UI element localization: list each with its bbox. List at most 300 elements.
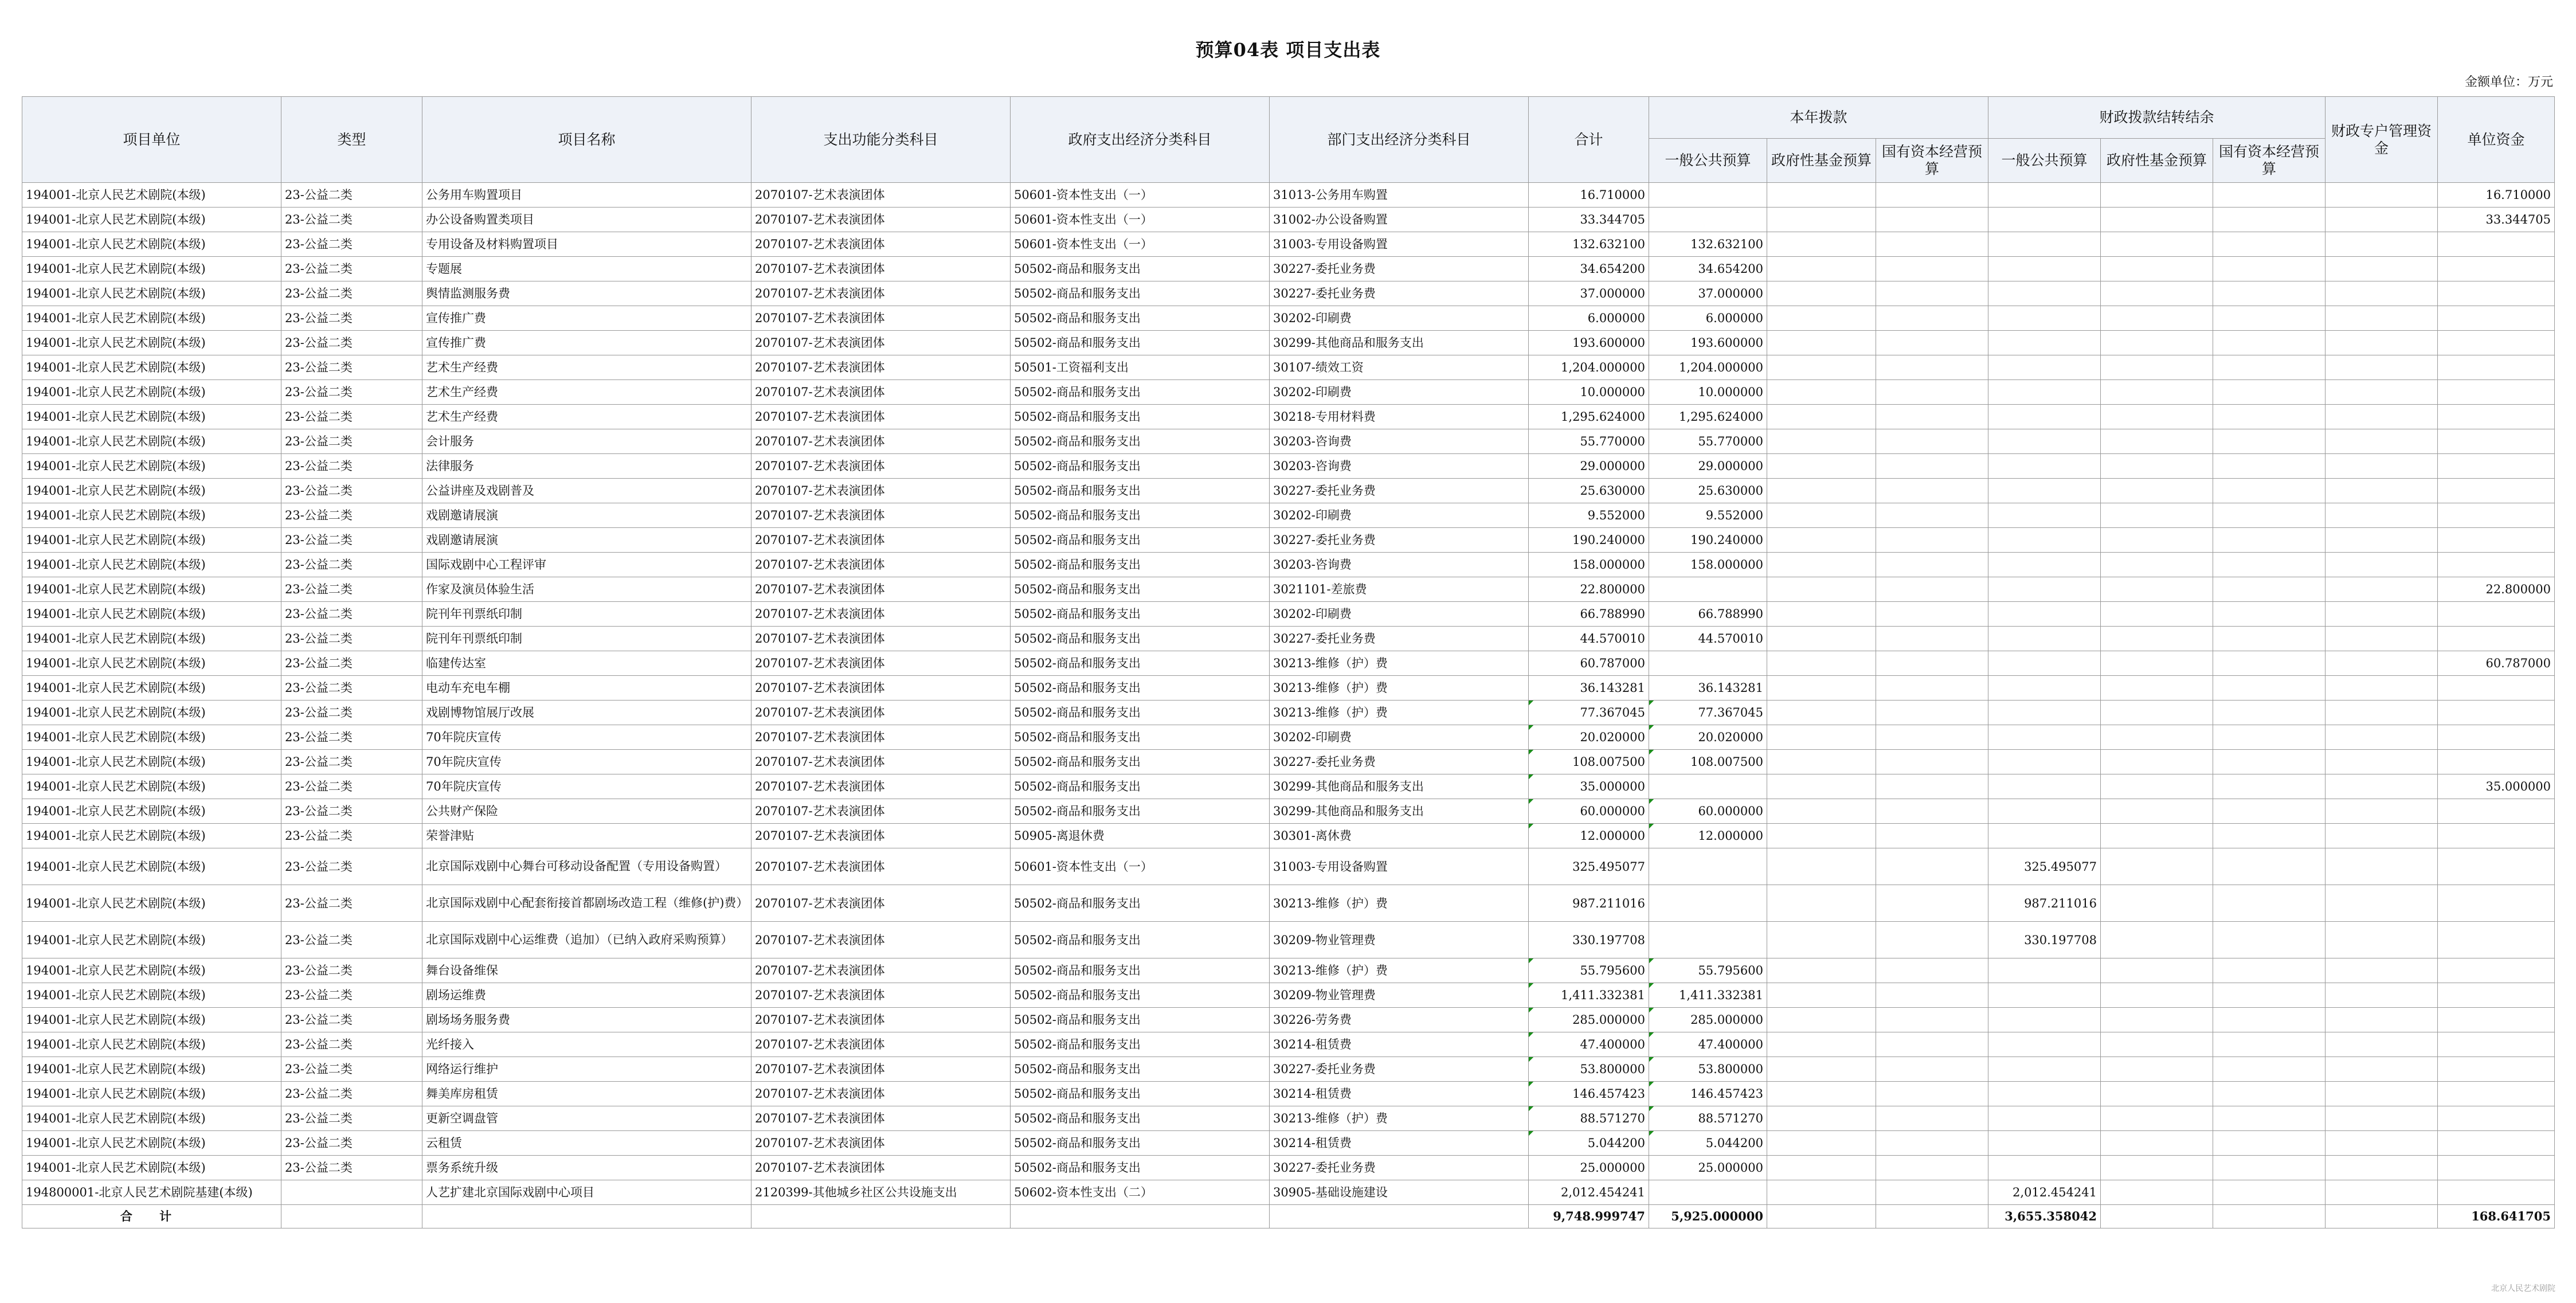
- cell-carry-general-budget: [1988, 1106, 2101, 1131]
- cell-special-account: [2326, 848, 2438, 885]
- cell-carry-general-budget: [1988, 1032, 2101, 1057]
- cell-special-account: [2326, 774, 2438, 799]
- header-state-capital-budget: 国有资本经营预算: [1876, 139, 1988, 183]
- cell-unit-funds: [2438, 676, 2555, 701]
- total-general-budget: 5,925.000000: [1649, 1205, 1767, 1228]
- cell-project-name: 宣传推广费: [422, 331, 751, 355]
- cell-type: 23-公益二类: [281, 885, 422, 922]
- cell-dept-econ-category: 30227-委托业务费: [1270, 281, 1529, 306]
- cell-carry-state-capital-budget: [2213, 750, 2326, 774]
- cell-project-name: 舞台设备维保: [422, 958, 751, 983]
- cell-carry-general-budget: [1988, 1131, 2101, 1156]
- cell-carry-gov-fund-budget: [2101, 1131, 2213, 1156]
- table-row: [22, 824, 2555, 848]
- table-row: [22, 602, 2555, 627]
- cell-unit-funds: [2438, 824, 2555, 848]
- cell-dept-econ-category: 30202-印刷费: [1270, 602, 1529, 627]
- cell-carry-state-capital-budget: [2213, 1180, 2326, 1205]
- cell-unit-funds: [2438, 627, 2555, 651]
- cell-project-unit: 194800001-北京人民艺术剧院基建(本级): [22, 1180, 281, 1205]
- cell-general-budget: 66.788990: [1649, 602, 1767, 627]
- cell-general-budget: [1649, 183, 1767, 208]
- cell-gov-fund-budget: [1767, 208, 1876, 232]
- header-unit-funds: 单位资金: [2438, 97, 2555, 183]
- cell-gov-econ-category: 50502-商品和服务支出: [1011, 1032, 1270, 1057]
- total-empty-cell: [1270, 1205, 1529, 1228]
- cell-state-capital-budget: [1876, 1057, 1988, 1082]
- cell-carry-gov-fund-budget: [2101, 503, 2213, 528]
- cell-carry-general-budget: [1988, 1057, 2101, 1082]
- cell-general-budget: [1649, 651, 1767, 676]
- cell-project-name: 北京国际戏剧中心舞台可移动设备配置（专用设备购置）: [422, 848, 751, 885]
- cell-carry-gov-fund-budget: [2101, 824, 2213, 848]
- cell-unit-funds: [2438, 306, 2555, 331]
- cell-project-name: 戏剧博物馆展厅改展: [422, 701, 751, 725]
- cell-total: 987.211016: [1529, 885, 1649, 922]
- cell-gov-fund-budget: [1767, 958, 1876, 983]
- cell-carry-gov-fund-budget: [2101, 380, 2213, 405]
- cell-project-unit: 194001-北京人民艺术剧院(本级): [22, 1057, 281, 1082]
- cell-gov-econ-category: 50502-商品和服务支出: [1011, 577, 1270, 602]
- cell-general-budget: 77.367045: [1649, 701, 1767, 725]
- cell-carry-state-capital-budget: [2213, 1057, 2326, 1082]
- cell-general-budget: 34.654200: [1649, 257, 1767, 281]
- cell-carry-gov-fund-budget: [2101, 750, 2213, 774]
- cell-general-budget: 285.000000: [1649, 1008, 1767, 1032]
- cell-project-name: 剧场场务服务费: [422, 1008, 751, 1032]
- cell-carry-gov-fund-budget: [2101, 553, 2213, 577]
- cell-dept-econ-category: 30202-印刷费: [1270, 725, 1529, 750]
- cell-project-unit: 194001-北京人民艺术剧院(本级): [22, 885, 281, 922]
- cell-project-name: 专题展: [422, 257, 751, 281]
- cell-project-name: 更新空调盘管: [422, 1106, 751, 1131]
- table-row: [22, 1131, 2555, 1156]
- cell-special-account: [2326, 232, 2438, 257]
- table-row: [22, 885, 2555, 922]
- cell-total: 47.400000: [1529, 1032, 1649, 1057]
- cell-dept-econ-category: 30203-咨询费: [1270, 429, 1529, 454]
- cell-special-account: [2326, 602, 2438, 627]
- cell-carry-general-budget: [1988, 958, 2101, 983]
- cell-unit-funds: [2438, 405, 2555, 429]
- cell-gov-econ-category: 50602-资本性支出（二）: [1011, 1180, 1270, 1205]
- cell-carry-gov-fund-budget: [2101, 1180, 2213, 1205]
- cell-project-unit: 194001-北京人民艺术剧院(本级): [22, 602, 281, 627]
- cell-state-capital-budget: [1876, 958, 1988, 983]
- cell-gov-fund-budget: [1767, 1156, 1876, 1180]
- cell-carry-general-budget: [1988, 281, 2101, 306]
- cell-state-capital-budget: [1876, 774, 1988, 799]
- cell-type: 23-公益二类: [281, 355, 422, 380]
- cell-carry-gov-fund-budget: [2101, 602, 2213, 627]
- cell-general-budget: 55.770000: [1649, 429, 1767, 454]
- cell-carry-general-budget: [1988, 429, 2101, 454]
- cell-state-capital-budget: [1876, 479, 1988, 503]
- cell-project-name: 舆情监测服务费: [422, 281, 751, 306]
- cell-project-name: 专用设备及材料购置项目: [422, 232, 751, 257]
- header-carry-gov-fund-budget: 政府性基金预算: [2101, 139, 2213, 183]
- cell-carry-general-budget: [1988, 405, 2101, 429]
- cell-total: 16.710000: [1529, 183, 1649, 208]
- cell-project-unit: 194001-北京人民艺术剧院(本级): [22, 958, 281, 983]
- cell-total: 60.787000: [1529, 651, 1649, 676]
- cell-state-capital-budget: [1876, 183, 1988, 208]
- cell-state-capital-budget: [1876, 454, 1988, 479]
- header-special-account: 财政专户管理资金: [2326, 97, 2438, 183]
- cell-carry-state-capital-budget: [2213, 627, 2326, 651]
- cell-type: 23-公益二类: [281, 750, 422, 774]
- cell-state-capital-budget: [1876, 232, 1988, 257]
- cell-project-unit: 194001-北京人民艺术剧院(本级): [22, 1106, 281, 1131]
- cell-carry-gov-fund-budget: [2101, 183, 2213, 208]
- cell-state-capital-budget: [1876, 1156, 1988, 1180]
- cell-type: 23-公益二类: [281, 208, 422, 232]
- cell-carry-general-budget: [1988, 983, 2101, 1008]
- cell-dept-econ-category: 30214-租赁费: [1270, 1131, 1529, 1156]
- cell-state-capital-budget: [1876, 1082, 1988, 1106]
- cell-total: 33.344705: [1529, 208, 1649, 232]
- cell-general-budget: 20.020000: [1649, 725, 1767, 750]
- cell-dept-econ-category: 30227-委托业务费: [1270, 479, 1529, 503]
- cell-dept-econ-category: 30227-委托业务费: [1270, 627, 1529, 651]
- cell-state-capital-budget: [1876, 701, 1988, 725]
- cell-func-category: 2070107-艺术表演团体: [751, 355, 1011, 380]
- cell-general-budget: 44.570010: [1649, 627, 1767, 651]
- cell-func-category: 2070107-艺术表演团体: [751, 454, 1011, 479]
- table-row: [22, 208, 2555, 232]
- cell-total: 158.000000: [1529, 553, 1649, 577]
- cell-carry-gov-fund-budget: [2101, 355, 2213, 380]
- cell-gov-econ-category: 50502-商品和服务支出: [1011, 750, 1270, 774]
- cell-carry-state-capital-budget: [2213, 528, 2326, 553]
- cell-gov-econ-category: 50502-商品和服务支出: [1011, 958, 1270, 983]
- cell-project-name: 人艺扩建北京国际戏剧中心项目: [422, 1180, 751, 1205]
- cell-special-account: [2326, 1106, 2438, 1131]
- cell-project-name: 艺术生产经费: [422, 355, 751, 380]
- cell-func-category: 2070107-艺术表演团体: [751, 750, 1011, 774]
- table-row: [22, 1082, 2555, 1106]
- cell-general-budget: 193.600000: [1649, 331, 1767, 355]
- cell-general-budget: 1,204.000000: [1649, 355, 1767, 380]
- cell-unit-funds: [2438, 429, 2555, 454]
- cell-type: 23-公益二类: [281, 1032, 422, 1057]
- cell-gov-econ-category: 50502-商品和服务支出: [1011, 454, 1270, 479]
- cell-carry-state-capital-budget: [2213, 651, 2326, 676]
- cell-state-capital-budget: [1876, 824, 1988, 848]
- total-empty-cell: [751, 1205, 1011, 1228]
- cell-gov-fund-budget: [1767, 651, 1876, 676]
- cell-special-account: [2326, 528, 2438, 553]
- cell-func-category: 2070107-艺术表演团体: [751, 331, 1011, 355]
- cell-gov-econ-category: 50502-商品和服务支出: [1011, 503, 1270, 528]
- cell-carry-general-budget: 325.495077: [1988, 848, 2101, 885]
- cell-project-name: 电动车充电车棚: [422, 676, 751, 701]
- cell-total: 146.457423: [1529, 1082, 1649, 1106]
- cell-special-account: [2326, 1131, 2438, 1156]
- cell-type: 23-公益二类: [281, 848, 422, 885]
- cell-special-account: [2326, 208, 2438, 232]
- cell-carry-state-capital-budget: [2213, 306, 2326, 331]
- cell-gov-fund-budget: [1767, 257, 1876, 281]
- table-row: [22, 627, 2555, 651]
- header-carry-general-budget: 一般公共预算: [1988, 139, 2101, 183]
- cell-unit-funds: [2438, 848, 2555, 885]
- cell-carry-state-capital-budget: [2213, 602, 2326, 627]
- cell-gov-econ-category: 50502-商品和服务支出: [1011, 983, 1270, 1008]
- cell-unit-funds: [2438, 983, 2555, 1008]
- cell-dept-econ-category: 31003-专用设备购置: [1270, 232, 1529, 257]
- cell-unit-funds: [2438, 454, 2555, 479]
- cell-carry-gov-fund-budget: [2101, 281, 2213, 306]
- cell-gov-econ-category: 50502-商品和服务支出: [1011, 885, 1270, 922]
- cell-type: 23-公益二类: [281, 958, 422, 983]
- cell-unit-funds: [2438, 701, 2555, 725]
- watermark-stamp: 北京人民艺术剧院: [2491, 1284, 2555, 1293]
- cell-project-unit: 194001-北京人民艺术剧院(本级): [22, 848, 281, 885]
- cell-general-budget: [1649, 774, 1767, 799]
- cell-gov-econ-category: 50502-商品和服务支出: [1011, 553, 1270, 577]
- cell-carry-state-capital-budget: [2213, 183, 2326, 208]
- cell-func-category: 2070107-艺术表演团体: [751, 553, 1011, 577]
- cell-func-category: 2070107-艺术表演团体: [751, 1057, 1011, 1082]
- cell-unit-funds: 35.000000: [2438, 774, 2555, 799]
- cell-carry-state-capital-budget: [2213, 208, 2326, 232]
- cell-gov-econ-category: 50502-商品和服务支出: [1011, 725, 1270, 750]
- cell-carry-gov-fund-budget: [2101, 1082, 2213, 1106]
- cell-carry-state-capital-budget: [2213, 232, 2326, 257]
- cell-carry-general-budget: [1988, 1082, 2101, 1106]
- cell-carry-general-budget: [1988, 725, 2101, 750]
- cell-carry-general-budget: [1988, 701, 2101, 725]
- cell-unit-funds: [2438, 1106, 2555, 1131]
- cell-dept-econ-category: 30213-维修（护）费: [1270, 676, 1529, 701]
- cell-gov-econ-category: 50502-商品和服务支出: [1011, 774, 1270, 799]
- table-row: [22, 799, 2555, 824]
- cell-gov-econ-category: 50601-资本性支出（一）: [1011, 848, 1270, 885]
- cell-gov-econ-category: 50502-商品和服务支出: [1011, 380, 1270, 405]
- cell-carry-gov-fund-budget: [2101, 208, 2213, 232]
- cell-project-name: 公益讲座及戏剧普及: [422, 479, 751, 503]
- cell-project-unit: 194001-北京人民艺术剧院(本级): [22, 183, 281, 208]
- table-row: [22, 306, 2555, 331]
- cell-project-unit: 194001-北京人民艺术剧院(本级): [22, 1156, 281, 1180]
- cell-func-category: 2070107-艺术表演团体: [751, 602, 1011, 627]
- table-row: [22, 281, 2555, 306]
- cell-state-capital-budget: [1876, 750, 1988, 774]
- cell-func-category: 2070107-艺术表演团体: [751, 922, 1011, 958]
- cell-total: 1,411.332381: [1529, 983, 1649, 1008]
- cell-carry-state-capital-budget: [2213, 1131, 2326, 1156]
- project-expenditure-table: [22, 96, 2555, 1228]
- cell-special-account: [2326, 676, 2438, 701]
- cell-carry-gov-fund-budget: [2101, 577, 2213, 602]
- cell-type: 23-公益二类: [281, 1106, 422, 1131]
- cell-unit-funds: [2438, 1008, 2555, 1032]
- cell-carry-state-capital-budget: [2213, 355, 2326, 380]
- cell-carry-gov-fund-budget: [2101, 528, 2213, 553]
- cell-dept-econ-category: 31003-专用设备购置: [1270, 848, 1529, 885]
- cell-gov-econ-category: 50502-商品和服务支出: [1011, 331, 1270, 355]
- cell-type: 23-公益二类: [281, 577, 422, 602]
- cell-gov-fund-budget: [1767, 429, 1876, 454]
- cell-dept-econ-category: 30209-物业管理费: [1270, 983, 1529, 1008]
- cell-dept-econ-category: 31013-公务用车购置: [1270, 183, 1529, 208]
- cell-carry-state-capital-budget: [2213, 1082, 2326, 1106]
- cell-special-account: [2326, 824, 2438, 848]
- cell-unit-funds: [2438, 331, 2555, 355]
- cell-unit-funds: [2438, 799, 2555, 824]
- cell-gov-fund-budget: [1767, 1106, 1876, 1131]
- cell-dept-econ-category: 30905-基础设施建设: [1270, 1180, 1529, 1205]
- total-gov-fund-budget: [1767, 1205, 1876, 1228]
- cell-dept-econ-category: 30203-咨询费: [1270, 454, 1529, 479]
- cell-unit-funds: [2438, 1032, 2555, 1057]
- cell-special-account: [2326, 958, 2438, 983]
- cell-carry-general-budget: [1988, 257, 2101, 281]
- cell-func-category: 2070107-艺术表演团体: [751, 651, 1011, 676]
- cell-type: 23-公益二类: [281, 676, 422, 701]
- cell-project-unit: 194001-北京人民艺术剧院(本级): [22, 454, 281, 479]
- cell-dept-econ-category: 30214-租赁费: [1270, 1032, 1529, 1057]
- cell-gov-econ-category: 50502-商品和服务支出: [1011, 306, 1270, 331]
- cell-project-name: 荣誉津贴: [422, 824, 751, 848]
- cell-general-budget: [1649, 848, 1767, 885]
- cell-total: 44.570010: [1529, 627, 1649, 651]
- total-empty-cell: [281, 1205, 422, 1228]
- cell-carry-gov-fund-budget: [2101, 257, 2213, 281]
- cell-project-name: 宣传推广费: [422, 306, 751, 331]
- cell-project-unit: 194001-北京人民艺术剧院(本级): [22, 983, 281, 1008]
- cell-total: 34.654200: [1529, 257, 1649, 281]
- amount-unit-label: 金额单位：万元: [2464, 75, 2553, 89]
- cell-state-capital-budget: [1876, 1131, 1988, 1156]
- cell-carry-gov-fund-budget: [2101, 232, 2213, 257]
- cell-unit-funds: [2438, 380, 2555, 405]
- cell-general-budget: 146.457423: [1649, 1082, 1767, 1106]
- cell-type: 23-公益二类: [281, 799, 422, 824]
- cell-gov-fund-budget: [1767, 1082, 1876, 1106]
- cell-func-category: 2070107-艺术表演团体: [751, 429, 1011, 454]
- cell-gov-econ-category: 50502-商品和服务支出: [1011, 651, 1270, 676]
- cell-state-capital-budget: [1876, 627, 1988, 651]
- cell-state-capital-budget: [1876, 405, 1988, 429]
- cell-unit-funds: [2438, 958, 2555, 983]
- table-row: [22, 848, 2555, 885]
- cell-project-name: 70年院庆宣传: [422, 750, 751, 774]
- cell-carry-general-budget: [1988, 577, 2101, 602]
- cell-general-budget: 55.795600: [1649, 958, 1767, 983]
- cell-carry-general-budget: 330.197708: [1988, 922, 2101, 958]
- cell-special-account: [2326, 454, 2438, 479]
- cell-carry-state-capital-budget: [2213, 281, 2326, 306]
- cell-dept-econ-category: 30213-维修（护）费: [1270, 885, 1529, 922]
- cell-carry-gov-fund-budget: [2101, 454, 2213, 479]
- cell-func-category: 2070107-艺术表演团体: [751, 885, 1011, 922]
- cell-special-account: [2326, 799, 2438, 824]
- cell-dept-econ-category: 30299-其他商品和服务支出: [1270, 331, 1529, 355]
- cell-gov-fund-budget: [1767, 577, 1876, 602]
- cell-general-budget: 158.000000: [1649, 553, 1767, 577]
- cell-total: 330.197708: [1529, 922, 1649, 958]
- total-special-account: [2326, 1205, 2438, 1228]
- cell-project-unit: 194001-北京人民艺术剧院(本级): [22, 651, 281, 676]
- cell-project-name: 70年院庆宣传: [422, 774, 751, 799]
- cell-func-category: 2070107-艺术表演团体: [751, 380, 1011, 405]
- cell-state-capital-budget: [1876, 602, 1988, 627]
- cell-carry-general-budget: [1988, 528, 2101, 553]
- cell-general-budget: 53.800000: [1649, 1057, 1767, 1082]
- cell-special-account: [2326, 651, 2438, 676]
- cell-carry-state-capital-budget: [2213, 676, 2326, 701]
- cell-state-capital-budget: [1876, 208, 1988, 232]
- cell-type: 23-公益二类: [281, 405, 422, 429]
- cell-gov-econ-category: 50502-商品和服务支出: [1011, 257, 1270, 281]
- cell-type: 23-公益二类: [281, 306, 422, 331]
- cell-dept-econ-category: 30227-委托业务费: [1270, 1156, 1529, 1180]
- cell-total: 53.800000: [1529, 1057, 1649, 1082]
- cell-dept-econ-category: 31002-办公设备购置: [1270, 208, 1529, 232]
- cell-gov-fund-budget: [1767, 627, 1876, 651]
- cell-general-budget: 60.000000: [1649, 799, 1767, 824]
- cell-type: 23-公益二类: [281, 281, 422, 306]
- cell-carry-gov-fund-budget: [2101, 676, 2213, 701]
- cell-special-account: [2326, 1156, 2438, 1180]
- cell-unit-funds: 22.800000: [2438, 577, 2555, 602]
- cell-project-unit: 194001-北京人民艺术剧院(本级): [22, 774, 281, 799]
- cell-general-budget: 47.400000: [1649, 1032, 1767, 1057]
- cell-gov-econ-category: 50905-离退休费: [1011, 824, 1270, 848]
- cell-state-capital-budget: [1876, 1180, 1988, 1205]
- cell-carry-gov-fund-budget: [2101, 958, 2213, 983]
- cell-type: 23-公益二类: [281, 454, 422, 479]
- cell-state-capital-budget: [1876, 651, 1988, 676]
- cell-special-account: [2326, 885, 2438, 922]
- cell-carry-state-capital-budget: [2213, 380, 2326, 405]
- cell-general-budget: 37.000000: [1649, 281, 1767, 306]
- table-row: [22, 429, 2555, 454]
- cell-carry-general-budget: [1988, 454, 2101, 479]
- cell-carry-gov-fund-budget: [2101, 774, 2213, 799]
- cell-carry-gov-fund-budget: [2101, 651, 2213, 676]
- cell-project-unit: 194001-北京人民艺术剧院(本级): [22, 701, 281, 725]
- total-amount: 9,748.999747: [1529, 1205, 1649, 1228]
- cell-dept-econ-category: 30107-绩效工资: [1270, 355, 1529, 380]
- table-row: [22, 1180, 2555, 1205]
- cell-func-category: 2070107-艺术表演团体: [751, 208, 1011, 232]
- cell-carry-state-capital-budget: [2213, 1106, 2326, 1131]
- cell-type: 23-公益二类: [281, 1082, 422, 1106]
- cell-gov-econ-category: 50502-商品和服务支出: [1011, 627, 1270, 651]
- cell-carry-gov-fund-budget: [2101, 983, 2213, 1008]
- cell-carry-general-budget: [1988, 306, 2101, 331]
- table-row: [22, 257, 2555, 281]
- cell-project-unit: 194001-北京人民艺术剧院(本级): [22, 725, 281, 750]
- cell-general-budget: 25.630000: [1649, 479, 1767, 503]
- header-dept-econ-category: 部门支出经济分类科目: [1270, 97, 1529, 183]
- cell-general-budget: 10.000000: [1649, 380, 1767, 405]
- cell-func-category: 2070107-艺术表演团体: [751, 257, 1011, 281]
- cell-state-capital-budget: [1876, 1008, 1988, 1032]
- cell-unit-funds: [2438, 885, 2555, 922]
- cell-gov-fund-budget: [1767, 1032, 1876, 1057]
- cell-project-unit: 194001-北京人民艺术剧院(本级): [22, 257, 281, 281]
- cell-gov-econ-category: 50502-商品和服务支出: [1011, 799, 1270, 824]
- cell-special-account: [2326, 983, 2438, 1008]
- table-row: [22, 380, 2555, 405]
- cell-type: 23-公益二类: [281, 983, 422, 1008]
- cell-carry-gov-fund-budget: [2101, 799, 2213, 824]
- cell-type: 23-公益二类: [281, 232, 422, 257]
